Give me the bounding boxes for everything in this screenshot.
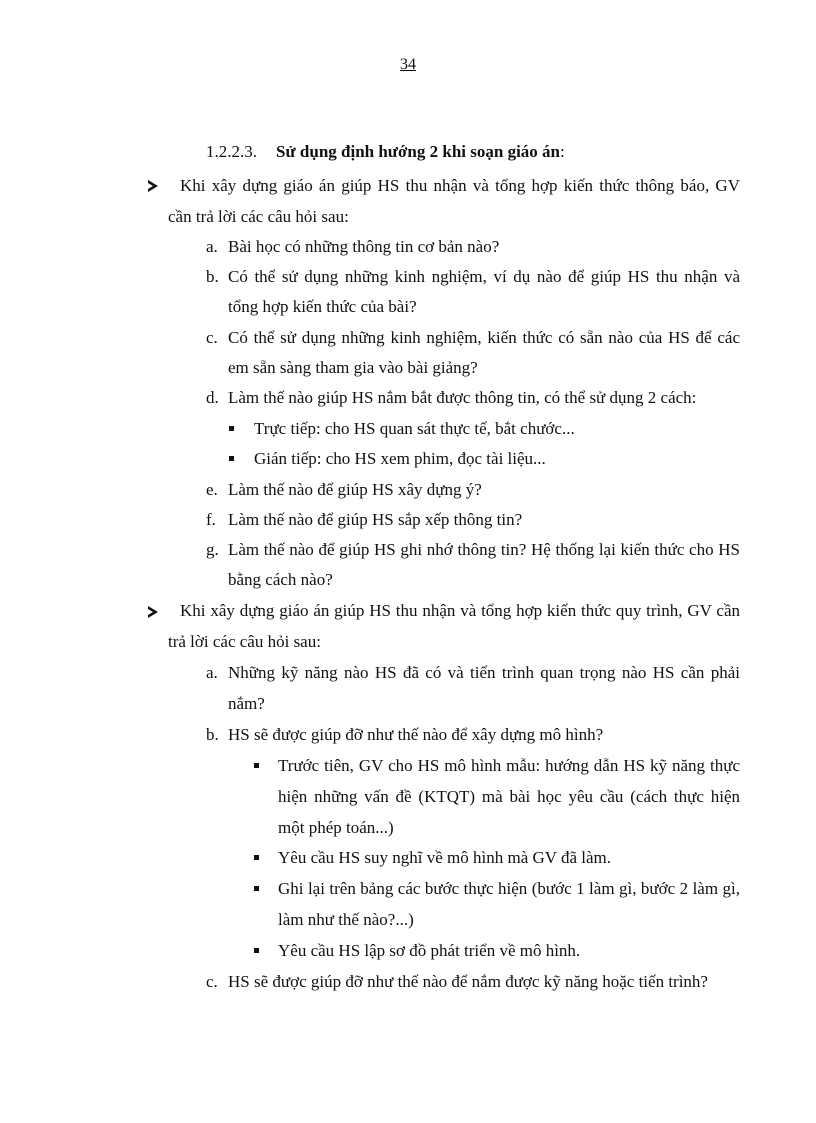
sub-list-item-text: Ghi lại trên bảng các bước thực hiện (bước 1 làm gì, bước 2 làm gì,: [278, 879, 740, 898]
list-marker-c: c.: [206, 328, 218, 347]
page-number: 34: [400, 56, 416, 73]
section2-intro-line2: trả lời các câu hỏi sau:: [168, 632, 321, 651]
sub-list-item-text: một phép toán...): [278, 818, 394, 837]
arrow-bullet-icon: [148, 180, 158, 192]
list-item-text: Có thể sử dụng những kinh nghiệm, kiến thức có sẵn nào của HS để các: [228, 328, 740, 347]
sub-list-item-text: Yêu cầu HS lập sơ đồ phát triển về mô hình.: [278, 941, 581, 960]
list-marker-e: e.: [206, 480, 218, 499]
list-item-text: nắm?: [228, 694, 265, 713]
sub-list-item-text: làm như thế nào?...): [278, 910, 414, 929]
list-item-text: Có thể sử dụng những kinh nghiệm, ví dụ nào để giúp HS thu nhận và: [228, 267, 740, 286]
list-marker-g: g.: [206, 540, 219, 559]
section2-intro-line1: Khi xây dựng giáo án giúp HS thu nhận và tổng hợp kiến thức quy trình, GV cần: [180, 601, 740, 620]
section1-intro-line2: cần trả lời các câu hỏi sau:: [168, 207, 349, 226]
list-item-text: tổng hợp kiến thức của bài?: [228, 297, 417, 316]
section-title-colon: :: [560, 142, 565, 161]
list-marker-d: d.: [206, 388, 219, 407]
section-heading: [206, 142, 565, 162]
list-marker-a: a.: [206, 663, 218, 682]
sub-list-item-text: Trực tiếp: cho HS quan sát thực tế, bắt chước...: [254, 419, 575, 438]
square-bullet-icon: [254, 886, 259, 891]
list-marker-a: a.: [206, 237, 218, 256]
list-item-text: Làm thế nào để giúp HS xây dựng ý?: [228, 480, 482, 499]
sub-list-item-text: Yêu cầu HS suy nghĩ về mô hình mà GV đã làm.: [278, 848, 612, 867]
list-item-text: Những kỹ năng nào HS đã có và tiến trình quan trọng nào HS cần phải: [228, 663, 740, 682]
list-item-text: bằng cách nào?: [228, 570, 333, 589]
list-item-text: Bài học có những thông tin cơ bản nào?: [228, 237, 500, 256]
square-bullet-icon: [229, 456, 234, 461]
sub-list-item-text: Trước tiên, GV cho HS mô hình mẫu: hướng dẫn HS kỹ năng thực: [278, 756, 740, 775]
section-title: Sử dụng định hướng 2 khi soạn giáo án: [276, 142, 561, 161]
square-bullet-icon: [254, 763, 259, 768]
list-marker-c: c.: [206, 972, 218, 991]
list-marker-b: b.: [206, 725, 219, 744]
list-item-text: HS sẽ được giúp đỡ như thế nào để nắm được kỹ năng hoặc tiến trình?: [228, 972, 708, 991]
list-item-text: HS sẽ được giúp đỡ như thế nào để xây dựng mô hình?: [228, 725, 604, 744]
sub-list-item-text: Gián tiếp: cho HS xem phim, đọc tài liệu...: [254, 449, 546, 468]
sub-list-item-text: hiện những vấn đề (KTQT) mà bài học yêu cầu (cách thực hiện: [278, 787, 740, 806]
list-item-text: Làm thế nào để giúp HS sắp xếp thông tin?: [228, 510, 523, 529]
list-item-text: em sẵn sàng tham gia vào bài giảng?: [228, 358, 478, 377]
list-marker-b: b.: [206, 267, 219, 286]
list-item-text: Làm thế nào giúp HS nắm bắt được thông tin, có thể sử dụng 2 cách:: [228, 388, 697, 407]
section-number: 1.2.2.3.: [206, 142, 257, 161]
arrow-bullet-icon: [148, 606, 158, 618]
list-marker-f: f.: [206, 510, 216, 529]
square-bullet-icon: [254, 855, 259, 860]
list-item-text: Làm thế nào để giúp HS ghi nhớ thông tin? Hệ thống lại kiến thức cho HS: [228, 540, 740, 559]
section1-intro-line1: Khi xây dựng giáo án giúp HS thu nhận và tổng hợp kiến thức thông báo, GV: [180, 176, 740, 195]
square-bullet-icon: [254, 948, 259, 953]
square-bullet-icon: [229, 426, 234, 431]
